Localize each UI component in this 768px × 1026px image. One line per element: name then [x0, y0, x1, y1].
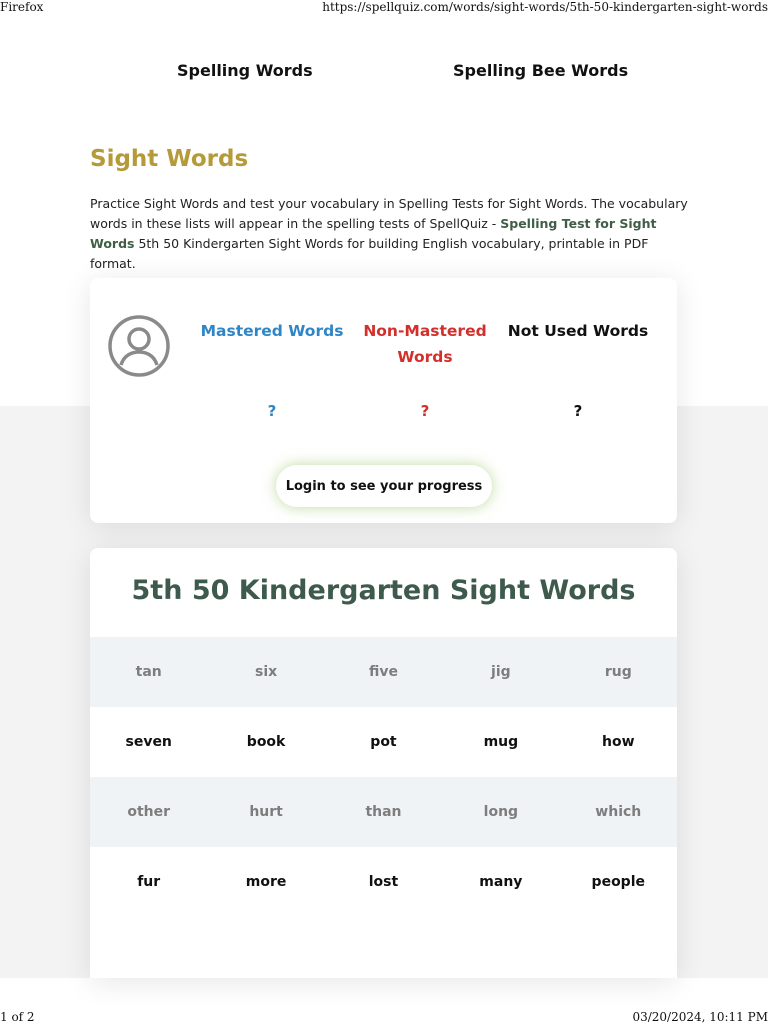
- word-cell: lost: [325, 847, 442, 917]
- section-title: Sight Words: [90, 146, 249, 172]
- word-cell: book: [207, 707, 324, 777]
- word-cell: which: [560, 777, 677, 847]
- word-cell: fur: [90, 847, 207, 917]
- intro-paragraph: [90, 194, 690, 274]
- non-mastered-words-count: ?: [420, 402, 430, 420]
- word-cell: hurt: [207, 777, 324, 847]
- non-mastered-words-text: Non-Mastered Words: [363, 322, 487, 366]
- print-header-app: Firefox: [0, 0, 44, 14]
- spelling-test-link[interactable]: Spelling Test for Sight Words: [90, 216, 657, 251]
- word-cell: how: [560, 707, 677, 777]
- word-cell: tan: [90, 637, 207, 707]
- word-cell: other: [90, 777, 207, 847]
- table-row: [90, 707, 677, 777]
- word-cell: pot: [325, 707, 442, 777]
- word-cell: jig: [442, 637, 559, 707]
- table-row: [90, 637, 677, 707]
- word-list-title: 5th 50 Kindergarten Sight Words: [131, 575, 636, 606]
- user-circle-icon: [108, 315, 170, 377]
- progress-card: [90, 278, 677, 523]
- word-cell: six: [207, 637, 324, 707]
- word-cell: five: [325, 637, 442, 707]
- table-row: [90, 777, 677, 847]
- intro-text-after: 5th 50 Kindergarten Sight Words for building English vocabulary, printable in PDF format.: [90, 236, 649, 271]
- mastered-words-label: Mastered Words: [200, 322, 344, 340]
- word-cell: mug: [442, 707, 559, 777]
- print-header: [0, 0, 768, 16]
- non-mastered-words-label: [345, 318, 505, 370]
- intro-text-before: Practice Sight Words and test your vocabulary in Spelling Tests for Sight Words. The vocabulary words in these lists will appear in the spelling tests of SpellQuiz -: [90, 196, 688, 231]
- login-progress-button[interactable]: Login to see your progress: [276, 465, 492, 507]
- print-header-url: https://spellquiz.com/words/sight-words/5th-50-kindergarten-sight-words: [322, 0, 768, 14]
- word-cell: rug: [560, 637, 677, 707]
- nav-spelling-bee-words-link[interactable]: Spelling Bee Words: [453, 61, 629, 80]
- word-cell: seven: [90, 707, 207, 777]
- not-used-words-count: ?: [573, 402, 583, 420]
- word-cell: more: [207, 847, 324, 917]
- print-footer-page: 1 of 2: [0, 1010, 35, 1024]
- word-list-card: [90, 548, 677, 978]
- word-cell: long: [442, 777, 559, 847]
- print-footer-date: 03/20/2024, 10:11 PM: [632, 1010, 768, 1024]
- table-row: [90, 847, 677, 917]
- mastered-words-count: ?: [267, 402, 277, 420]
- word-cell: than: [325, 777, 442, 847]
- nav-spelling-words-link[interactable]: Spelling Words: [177, 61, 313, 80]
- word-cell: people: [560, 847, 677, 917]
- not-used-words-label: Not Used Words: [507, 322, 649, 340]
- word-table: [90, 637, 677, 917]
- word-cell: many: [442, 847, 559, 917]
